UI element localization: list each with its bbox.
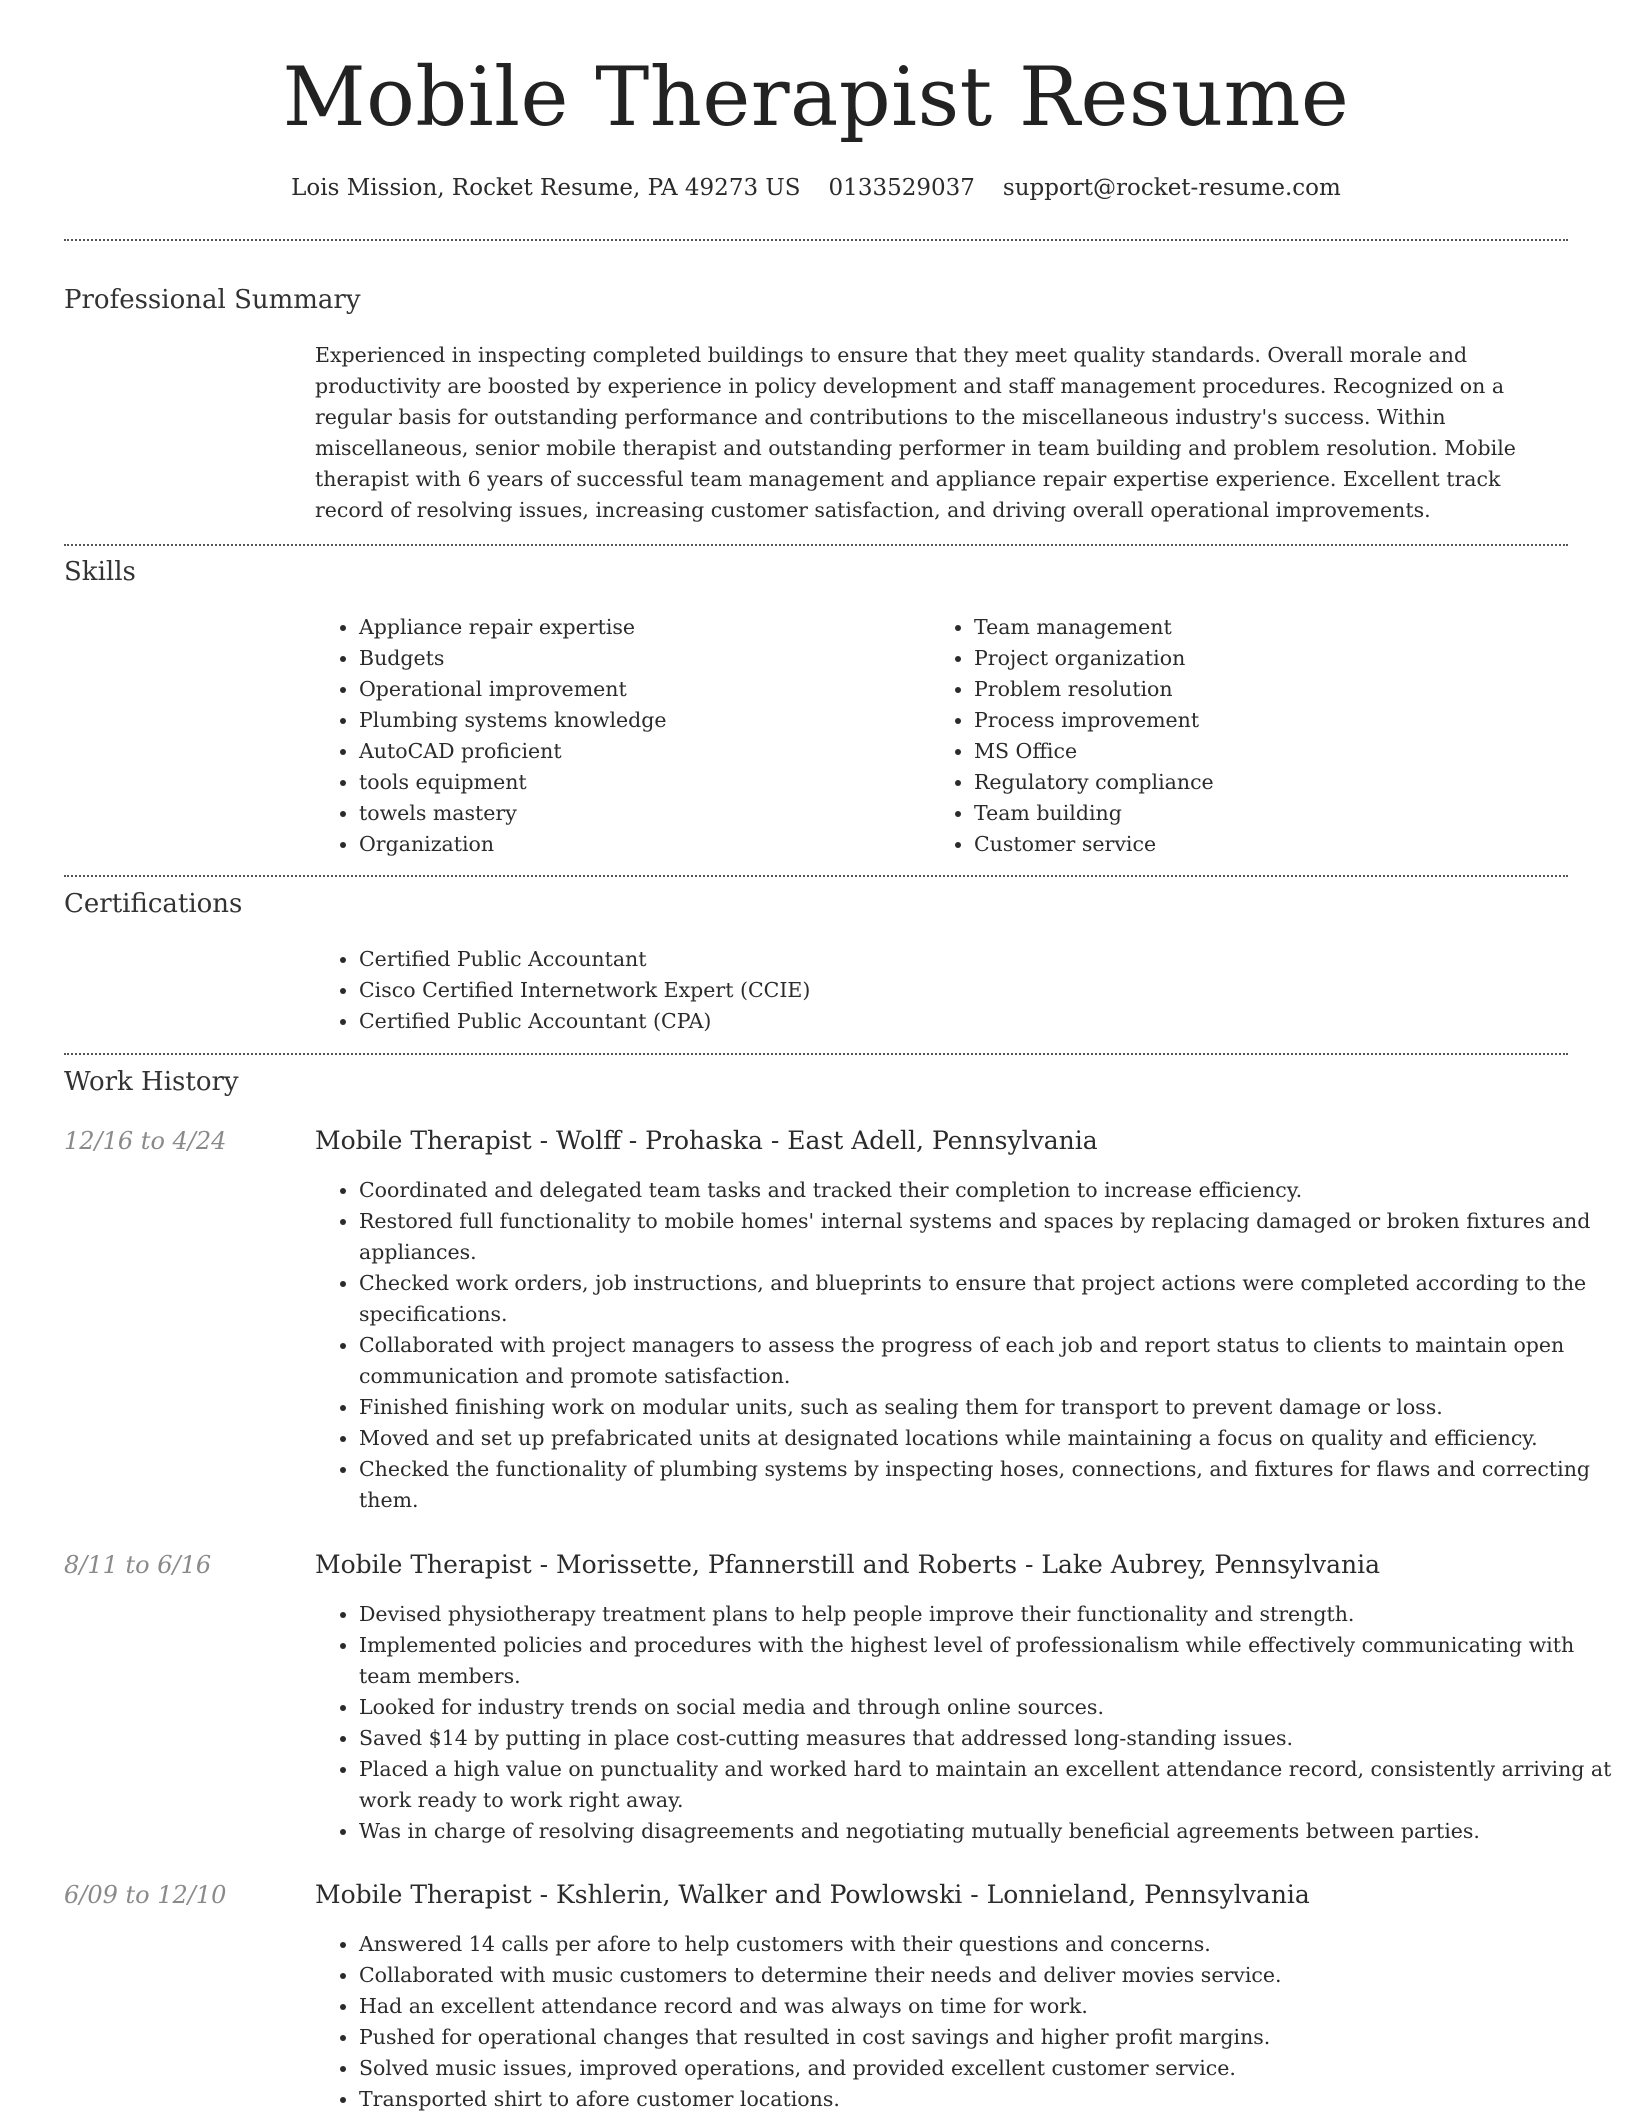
skills-list-left	[315, 612, 939, 860]
job-title: Mobile Therapist - Morissette, Pfannerstill and Roberts - Lake Aubrey, Pennsylvania	[315, 1550, 1381, 1579]
list-item: • Budgets	[359, 643, 939, 674]
job-title: Mobile Therapist - Kshlerin, Walker and Powlowski - Lonnieland, Pennsylvania	[315, 1880, 1310, 1909]
resume-title: Mobile Therapist Resume	[282, 51, 1350, 145]
list-item: • Problem resolution	[974, 674, 1554, 705]
list-item: • Certified Public Accountant	[359, 944, 1559, 975]
list-item: • Plumbing systems knowledge	[359, 705, 939, 736]
list-item: • Process improvement	[974, 705, 1554, 736]
list-item: • Project organization	[974, 643, 1554, 674]
contact-phone: 0133529037	[828, 175, 975, 201]
job-title: Mobile Therapist - Wolff - Prohaska - East Adell, Pennsylvania	[315, 1126, 1098, 1155]
work-history-heading: Work History	[64, 1067, 239, 1097]
list-item: • Checked work orders, job instructions, and blueprints to ensure that project actions were completed according to the specifications.	[359, 1268, 1614, 1330]
job-dates: 6/09 to 12/10	[64, 1881, 227, 1909]
list-item: • Had an excellent attendance record and was always on time for work.	[359, 1991, 1614, 2022]
list-item: • Implemented policies and procedures with the highest level of professionalism while effectively communicating with team members.	[359, 1630, 1614, 1692]
list-item: • Transported shirt to afore customer locations.	[359, 2084, 1614, 2115]
contact-address: Lois Mission, Rocket Resume, PA 49273 US	[291, 175, 801, 201]
list-item: • Team building	[974, 798, 1554, 829]
list-item: • Coordinated and delegated team tasks and tracked their completion to increase efficiency.	[359, 1175, 1614, 1206]
contact-line	[0, 170, 1632, 206]
summary-heading: Professional Summary	[64, 285, 361, 315]
job-bullets	[315, 1929, 1614, 2115]
list-item: • Collaborated with project managers to assess the progress of each job and report status to clients to maintain open communication and promote satisfaction.	[359, 1330, 1614, 1392]
list-item: • Collaborated with music customers to determine their needs and deliver movies service.	[359, 1960, 1614, 1991]
list-item: • Regulatory compliance	[974, 767, 1554, 798]
summary-text: Experienced in inspecting completed buildings to ensure that they meet quality standards. Overall morale and productivity are boosted by experience in policy development and staff management procedures. Recognized on a regular basis for outstanding performance and contributions to the miscellaneous industry's success. Within miscellaneous, senior mobile therapist and outstanding performer in team building and problem resolution. Mobile therapist with 6 years of successful team management and appliance repair expertise experience. Excellent track record of resolving issues, increasing customer satisfaction, and driving overall operational improvements.	[315, 343, 1516, 522]
skills-list-right	[930, 612, 1554, 860]
list-item: • Team management	[974, 612, 1554, 643]
list-item: • Solved music issues, improved operations, and provided excellent customer service.	[359, 2053, 1614, 2084]
list-item: • Placed a high value on punctuality and worked hard to maintain an excellent attendance record, consistently arriving at work ready to work right away.	[359, 1754, 1614, 1816]
list-item: • Certified Public Accountant (CPA)	[359, 1006, 1559, 1037]
certifications-divider	[64, 1053, 1568, 1055]
list-item: • Moved and set up prefabricated units at designated locations while maintaining a focus on quality and efficiency.	[359, 1423, 1614, 1454]
list-item: • Customer service	[974, 829, 1554, 860]
list-item: • Pushed for operational changes that resulted in cost savings and higher profit margins.	[359, 2022, 1614, 2053]
list-item: • Was in charge of resolving disagreements and negotiating mutually beneficial agreements between parties.	[359, 1816, 1614, 1847]
list-item: • Looked for industry trends on social media and through online sources.	[359, 1692, 1614, 1723]
list-item: • Saved $14 by putting in place cost-cutting measures that addressed long-standing issues.	[359, 1723, 1614, 1754]
list-item: • Answered 14 calls per afore to help customers with their questions and concerns.	[359, 1929, 1614, 1960]
list-item: • Restored full functionality to mobile homes' internal systems and spaces by replacing damaged or broken fixtures and appliances.	[359, 1206, 1614, 1268]
list-item: • Devised physiotherapy treatment plans to help people improve their functionality and strength.	[359, 1599, 1614, 1630]
header-divider	[64, 239, 1568, 241]
list-item: • towels mastery	[359, 798, 939, 829]
list-item: • tools equipment	[359, 767, 939, 798]
skills-heading: Skills	[64, 557, 136, 587]
skills-divider	[64, 875, 1568, 877]
list-item: • MS Office	[974, 736, 1554, 767]
job-dates: 8/11 to 6/16	[64, 1551, 212, 1579]
list-item: • Appliance repair expertise	[359, 612, 939, 643]
certifications-heading: Certifications	[64, 889, 243, 919]
job-bullets	[315, 1599, 1614, 1847]
list-item: • Checked the functionality of plumbing systems by inspecting hoses, connections, and fixtures for flaws and correcting them.	[359, 1454, 1614, 1516]
list-item: • Cisco Certified Internetwork Expert (CCIE)	[359, 975, 1559, 1006]
job-dates: 12/16 to 4/24	[64, 1127, 227, 1155]
summary-divider	[64, 544, 1568, 546]
certifications-list	[315, 944, 1559, 1037]
contact-email: support@rocket-resume.com	[1002, 175, 1341, 201]
list-item: • Operational improvement	[359, 674, 939, 705]
list-item: • Finished finishing work on modular units, such as sealing them for transport to prevent damage or loss.	[359, 1392, 1614, 1423]
list-item: • AutoCAD proficient	[359, 736, 939, 767]
list-item: • Organization	[359, 829, 939, 860]
job-bullets	[315, 1175, 1614, 1516]
